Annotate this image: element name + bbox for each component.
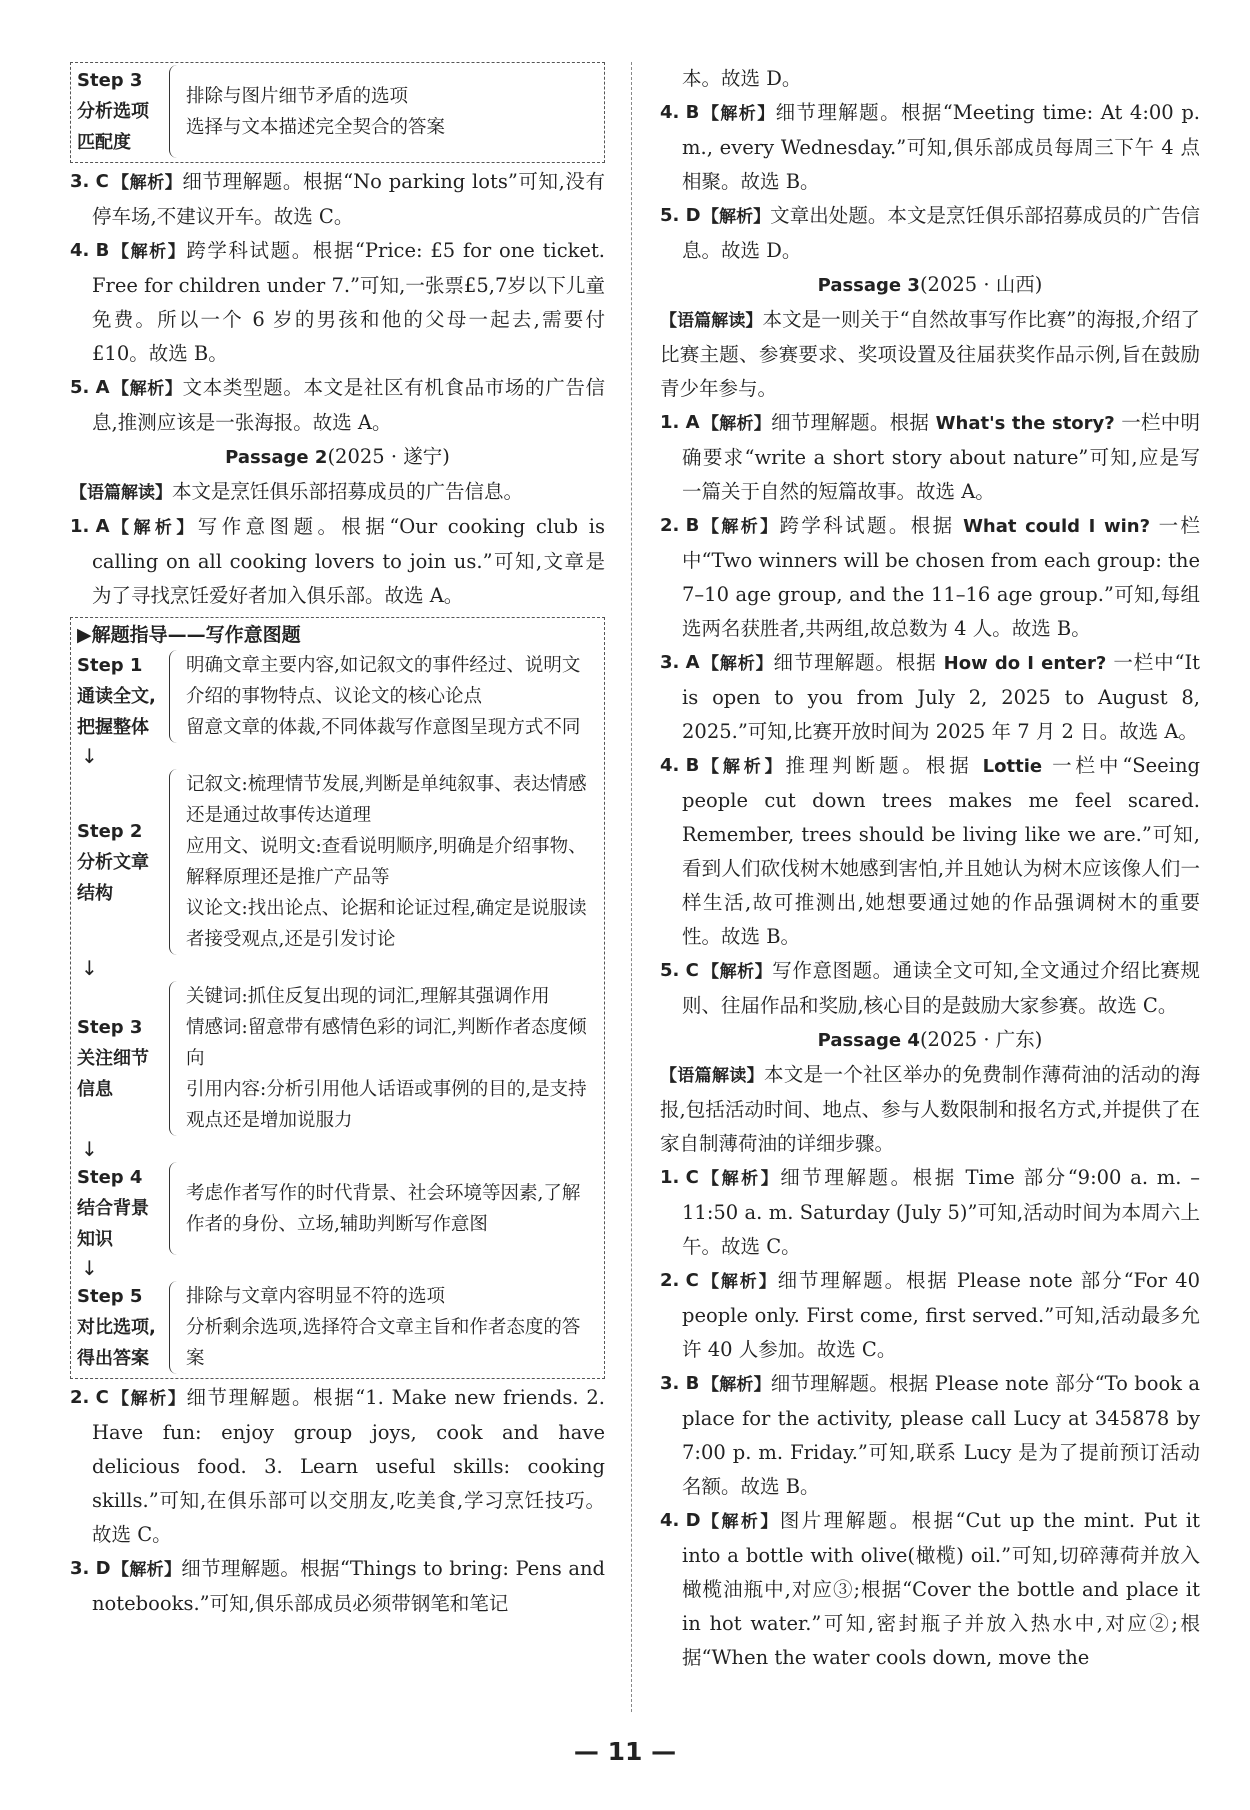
step-3-block (77, 65, 598, 158)
brace (169, 1281, 180, 1374)
step-label: Step 2 分析文章 结构 (77, 820, 149, 904)
left-column (70, 62, 605, 1621)
answer-item: 4. B 【解析】推理判断题。根据 Lottie 一栏中“Seeing people cut down trees makes me feel scared. Remember, trees should be living like we are.”可知,看到人们砍伐树木她感到害怕,并且她认为树木应该像人们一样生活,故可推测出,她想要通过她的作品强调树木的重要性。故选 B。 (660, 754, 1201, 948)
page-number: — 11 — (573, 1737, 677, 1766)
guide-title: ▶解题指导——写作意图题 (77, 624, 301, 646)
answer-item: 2. C 【解析】细节理解题。根据“1. Make new friends. 2. Have fun: enjoy group joys, cook and have delicious food. 3. Learn useful skills: cooking skills.”可知,在俱乐部可以交朋友,吃美食,学习烹饪技巧。故选 C。 (70, 1386, 606, 1546)
step-content: 关键词:抓住反复出现的词汇,理解其强调作用 情感词:留意带有感情色彩的词汇,判断作者态度倾向 引用内容:分析引用他人话语或事例的目的,是支持观点还是增加说服力 (186, 986, 587, 1131)
down-arrow-icon: ↓ (81, 744, 98, 768)
guide-box (70, 617, 605, 1379)
passage-reading: 【语篇解读】本文是一则关于“自然故事写作比赛”的海报,介绍了比赛主题、参赛要求、奖项设置及往届获奖作品示例,旨在鼓励青少年参与。 (660, 308, 1201, 400)
step-content: 排除与图片细节矛盾的选项 选择与文本描述完全契合的答案 (186, 85, 446, 138)
passage-heading: Passage 2(2025 · 遂宁) (225, 445, 450, 468)
guide-step-5 (77, 1281, 598, 1374)
answer-item: 4. B 【解析】跨学科试题。根据“Price: £5 for one ticket. Free for children under 7.”可知,一张票£5,7岁以下儿童免费。所以一个 6 岁的男孩和他的父母一起去,需要付£10。故选 B。 (70, 239, 606, 365)
answer-item: 3. C 【解析】细节理解题。根据“No parking lots”可知,没有停车场,不建议开车。故选 C。 (70, 170, 606, 228)
answer-item: 4. B 【解析】细节理解题。根据“Meeting time: At 4:00 p. m., every Wednesday.”可知,俱乐部成员每周三下午 4 点相聚。故选 B。 (660, 101, 1200, 193)
answer-item: 3. B 【解析】细节理解题。根据 Please note 部分“To book a place for the activity, please call Lucy at 345878 by 7:00 p. m. Friday.”可知,联系 Lucy 是为了提前预订活动名额。故选 B。 (660, 1372, 1201, 1498)
guide-step-2 (77, 769, 598, 955)
answer-item: 1. A 【解析】细节理解题。根据 What's the story? 一栏中明确要求“write a short story about nature”可知,应是写一篇关于自然的短篇故事。故选 A。 (660, 411, 1200, 503)
step-content: 记叙文:梳理情节发展,判断是单纯叙事、表达情感还是通过故事传达道理 应用文、说明文:查看说明顺序,明确是介绍事物、解释原理还是推广产品等 议论文:找出论点、论据和论证过程,确定是说服读者接受观点,还是引发讨论 (186, 774, 587, 950)
answer-item: 5. A 【解析】文本类型题。本文是社区有机食品市场的广告信息,推测应该是一张海报。故选 A。 (70, 376, 605, 434)
passage-heading: Passage 4(2025 · 广东) (817, 1028, 1043, 1051)
answer-item: 5. D 【解析】文章出处题。本文是烹饪俱乐部招募成员的广告信息。故选 D。 (660, 204, 1200, 262)
brace (169, 981, 180, 1136)
step-label: Step 5 对比选项, 得出答案 (77, 1286, 156, 1369)
continued-text: 本。故选 D。 (682, 67, 802, 90)
step-content: 排除与文章内容明显不符的选项 分析剩余选项,选择符合文章主旨和作者态度的答案 (186, 1286, 581, 1369)
step-label: Step 1 通读全文, 把握整体 (77, 655, 156, 738)
answer-item: 1. A 【解析】写作意图题。根据“Our cooking club is calling on all cooking lovers to join us.”可知,文章是为了寻找烹饪爱好者加入俱乐部。故选 A。 (70, 515, 606, 607)
guide-step-1 (77, 650, 598, 743)
down-arrow-icon: ↓ (81, 1137, 98, 1161)
answer-item: 2. B 【解析】跨学科试题。根据 What could I win? 一栏中“Two winners will be chosen from each group: the 7–10 age group, and the 11–16 age group.”可知,每组选两名获胜者,共两组,故总数为 4 人。故选 B。 (660, 514, 1201, 640)
passage-reading: 【语篇解读】本文是烹饪俱乐部招募成员的广告信息。 (70, 480, 524, 503)
step-label: Step 3 关注细节 信息 (77, 1017, 149, 1100)
guide-step-4 (77, 1162, 598, 1255)
brace (169, 1162, 180, 1255)
right-column (660, 62, 1200, 1675)
answer-item: 3. D 【解析】细节理解题。根据“Things to bring: Pens and notebooks.”可知,俱乐部成员必须带钢笔和笔记 (70, 1557, 605, 1615)
answer-item: 4. D 【解析】图片理解题。根据“Cut up the mint. Put it into a bottle with olive(橄榄) oil.”可知,切碎薄荷并放入橄榄油瓶中,对应③;根据“Cover the bottle and place it in hot water.”可知,密封瓶子并放入热水中,对应②;根据“When the water cools down, move the (660, 1509, 1200, 1669)
brace (169, 769, 180, 955)
answer-item: 5. C 【解析】写作意图题。通读全文可知,全文通过介绍比赛规则、往届作品和奖励,核心目的是鼓励大家参赛。故选 C。 (660, 959, 1201, 1017)
brace (169, 650, 180, 743)
column-divider (631, 62, 632, 1712)
answer-item: 2. C 【解析】细节理解题。根据 Please note 部分“For 40 people only. First come, first served.”可知,活动最多允许 40 人参加。故选 C。 (660, 1269, 1200, 1361)
step-label: Step 4 结合背景 知识 (77, 1167, 149, 1250)
answer-item: 3. A 【解析】细节理解题。根据 How do I enter? 一栏中“It is open to you from July 2, 2025 to August 8, 2025.”可知,比赛开放时间为 2025 年 7 月 2 日。故选 A。 (660, 651, 1200, 743)
down-arrow-icon: ↓ (81, 1256, 98, 1280)
step-content: 考虑作者写作的时代背景、社会环境等因素,了解作者的身份、立场,辅助判断写作意图 (186, 1182, 581, 1235)
down-arrow-icon: ↓ (81, 956, 98, 980)
step-content: 明确文章主要内容,如记叙文的事件经过、说明文介绍的事物特点、议论文的核心论点 留意文章的体裁,不同体裁写作意图呈现方式不同 (186, 655, 581, 738)
guide-step-3 (77, 981, 598, 1136)
step-label: Step 3 分析选项 匹配度 (77, 70, 149, 153)
answer-item: 1. C 【解析】细节理解题。根据 Time 部分“9:00 a. m. – 11:50 a. m. Saturday (July 5)”可知,活动时间为本周六上午。故选 C。 (660, 1166, 1201, 1258)
step3-box (70, 62, 605, 163)
passage-reading: 【语篇解读】本文是一个社区举办的免费制作薄荷油的活动的海报,包括活动时间、地点、参与人数限制和报名方式,并提供了在家自制薄荷油的详细步骤。 (660, 1063, 1200, 1155)
passage-heading: Passage 3(2025 · 山西) (817, 273, 1043, 296)
brace (169, 65, 180, 158)
